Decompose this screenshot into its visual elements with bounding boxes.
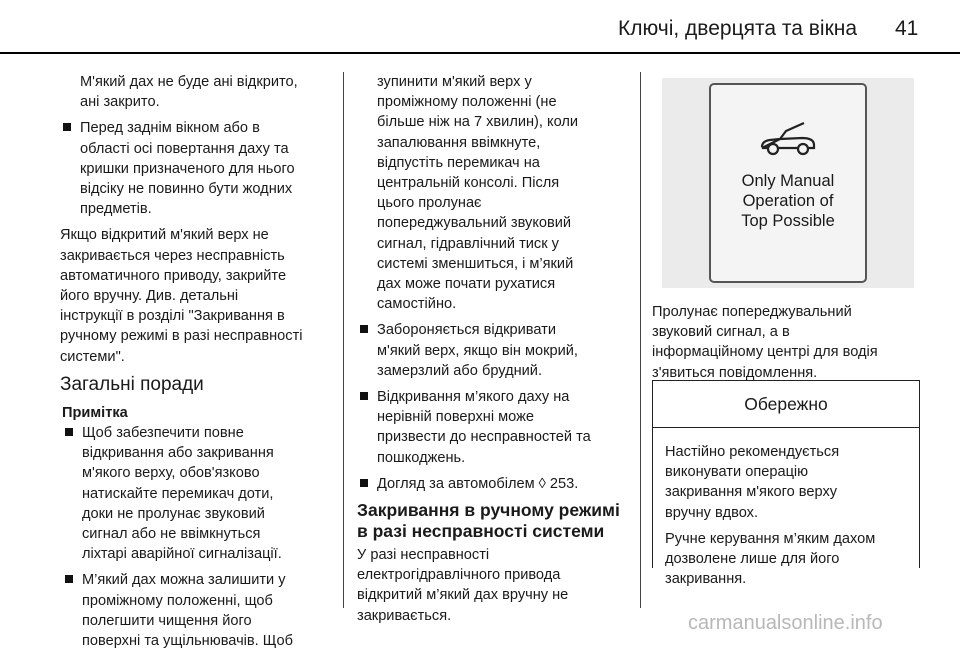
column-3-text — [652, 302, 922, 389]
bullet-item-reference[interactable]: Догляд за автомобілем ◊ 253. — [357, 474, 637, 494]
paragraph: Пролунає попереджувальний звуковий сигнал, а в інформаційному центрі для водія з'явиться повідомлення. — [652, 304, 878, 381]
column-1 — [60, 72, 335, 657]
bullet-square-icon — [360, 325, 368, 333]
display-screen — [709, 83, 867, 283]
bullet-square-icon — [63, 123, 71, 131]
paragraph: Якщо відкритий м'який верх не закривається через несправність автоматичного приводу, закрийте його вручну. Див. детальні інструкції в розділі "Закривання в ручному режимі в разі несправності системи". — [60, 227, 303, 365]
note-bullet: Щоб забезпечити повне відкривання або закривання м'якого верху, обов'язково натискайте перемикач доти, доки не пролунає звуковий сигнал або не ввімкнуться ліхтарі аварійної сигналізації. — [62, 423, 335, 564]
column-divider — [640, 72, 641, 608]
caution-paragraph: Ручне керування м’яким дахом дозволене лише для його закривання. — [665, 530, 876, 588]
caution-title: Обережно — [653, 381, 919, 428]
bullet-square-icon — [360, 392, 368, 400]
paragraph: У разі несправності електрогідравлічного привода відкритий м’який дах вручну не закривається. — [357, 547, 569, 624]
note-title: Примітка — [62, 404, 128, 421]
bullet-square-icon — [65, 428, 73, 436]
bullet-item: Перед заднім вікном або в області осі повертання даху та кришки призначеного для нього відсіку не повинно бути жодних предметів. — [60, 118, 335, 219]
continued-bullet-text: зупинити м'який верх у проміжному положенні (не більше ніж на 7 хвилин), коли запалювання ввімкнуте, відпустіть перемикач на центральній консолі. Після цього пролунає попереджувальний звуковий сигнал, гідравлічний тиск у системі зменшиться, і м’який дах може почати рухатися самостійно. — [377, 74, 579, 313]
caution-box — [652, 380, 920, 588]
bullet-item: Забороняється відкривати м'який верх, якщо він мокрий, замерзлий або брудний. — [357, 320, 637, 381]
page-header-title: Ключі, дверцята та вікна — [618, 17, 858, 40]
caution-body — [653, 428, 919, 589]
column-2 — [357, 72, 637, 632]
column-divider — [343, 72, 344, 608]
caution-paragraph: Настійно рекомендується виконувати операцію закривання м'якого верху вручну вдвох. — [665, 444, 840, 521]
display-illustration — [662, 78, 914, 288]
section-heading: Закривання в ручному режимі в разі несправності системи — [357, 500, 620, 542]
section-heading: Загальні поради — [60, 373, 204, 395]
bullet-square-icon — [65, 575, 73, 583]
page-number: 41 — [895, 17, 919, 40]
continued-bullet-text: М'який дах не буде ані відкрито, ані закрито. — [80, 74, 298, 111]
bullet-square-icon — [360, 479, 368, 487]
display-message: Only Manual Operation of Top Possible — [741, 172, 835, 230]
convertible-car-icon — [756, 121, 820, 161]
header-rule — [0, 52, 960, 54]
watermark: carmanualsonline.info — [688, 612, 883, 634]
bullet-item: Відкривання м’якого даху на нерівній поверхні може призвести до несправностей та пошкоджень. — [357, 387, 637, 468]
bullet-item: М’який дах можна залишити у проміжному положенні, щоб полегшити чищення його поверхні та ущільнювачів. Щоб — [62, 570, 335, 651]
